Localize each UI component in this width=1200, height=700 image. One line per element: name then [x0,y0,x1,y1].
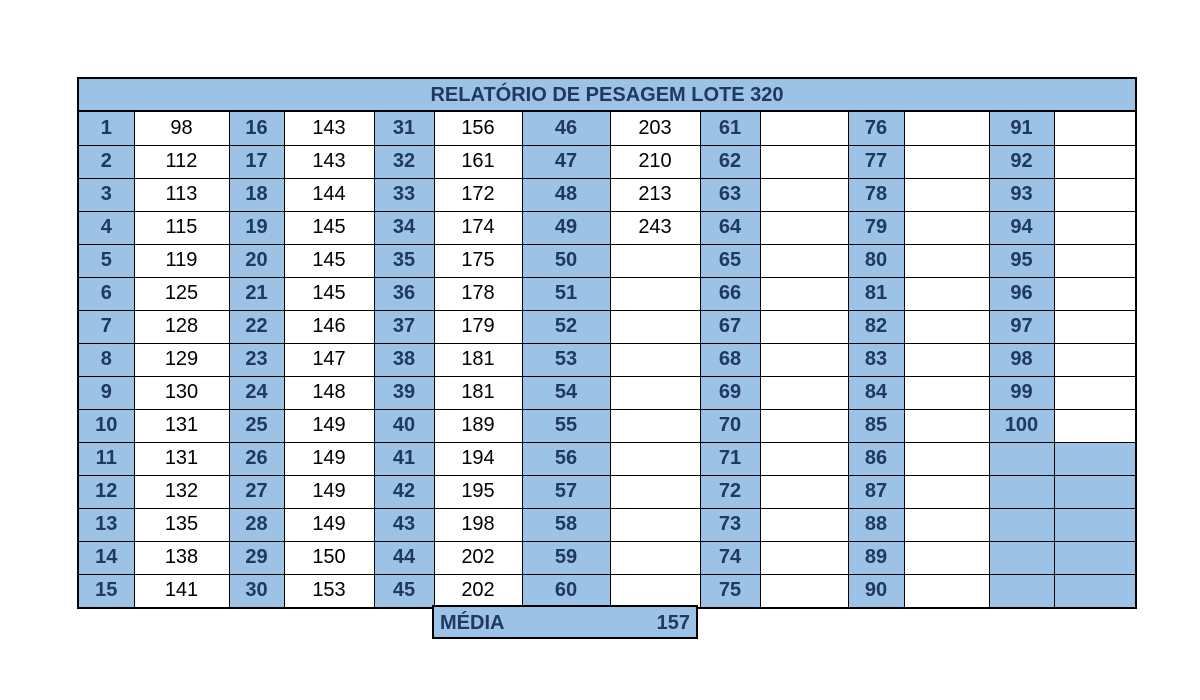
weight-value: 141 [134,574,229,607]
weight-value: 243 [610,211,700,244]
row-number: 28 [229,508,284,541]
row-number [989,442,1054,475]
row-number: 77 [848,145,904,178]
weight-value [904,310,989,343]
row-number: 8 [79,343,134,376]
row-number: 13 [79,508,134,541]
table-row [79,211,1135,244]
row-number: 75 [700,574,760,607]
weight-value: 145 [284,211,374,244]
table-row [79,376,1135,409]
weight-value: 202 [434,574,522,607]
weight-value: 149 [284,508,374,541]
weight-value: 129 [134,343,229,376]
weight-value [610,541,700,574]
row-number: 70 [700,409,760,442]
weight-value [610,574,700,607]
row-number: 93 [989,178,1054,211]
row-number: 17 [229,145,284,178]
table-row [79,277,1135,310]
weight-value: 194 [434,442,522,475]
row-number: 15 [79,574,134,607]
row-number: 12 [79,475,134,508]
average-box [432,605,698,639]
weight-value [904,409,989,442]
table-row [79,178,1135,211]
row-number: 4 [79,211,134,244]
weight-value: 131 [134,442,229,475]
weight-value: 161 [434,145,522,178]
row-number: 59 [522,541,610,574]
weight-value [610,277,700,310]
weight-value [1054,508,1135,541]
row-number: 91 [989,112,1054,145]
weight-value [610,376,700,409]
row-number: 29 [229,541,284,574]
table-row [79,244,1135,277]
row-number: 82 [848,310,904,343]
row-number: 92 [989,145,1054,178]
weight-value [1054,244,1135,277]
row-number: 53 [522,343,610,376]
row-number: 6 [79,277,134,310]
weight-value [610,343,700,376]
row-number: 66 [700,277,760,310]
weight-value [904,508,989,541]
weight-value: 149 [284,475,374,508]
weight-value [904,178,989,211]
row-number: 67 [700,310,760,343]
table-row [79,442,1135,475]
weight-value [760,442,848,475]
weight-value [1054,475,1135,508]
row-number: 98 [989,343,1054,376]
row-number: 56 [522,442,610,475]
row-number: 37 [374,310,434,343]
row-number: 64 [700,211,760,244]
weight-value: 179 [434,310,522,343]
table-row [79,508,1135,541]
row-number [989,508,1054,541]
row-number: 69 [700,376,760,409]
weight-value: 131 [134,409,229,442]
weight-value [1054,310,1135,343]
row-number: 48 [522,178,610,211]
weight-value [904,112,989,145]
row-number: 95 [989,244,1054,277]
table-row [79,475,1135,508]
row-number: 100 [989,409,1054,442]
row-number: 68 [700,343,760,376]
row-number: 30 [229,574,284,607]
row-number: 10 [79,409,134,442]
weight-value [610,442,700,475]
weight-value: 144 [284,178,374,211]
row-number: 54 [522,376,610,409]
table-row [79,310,1135,343]
weight-value [1054,178,1135,211]
report-title: RELATÓRIO DE PESAGEM LOTE 320 [79,79,1135,112]
row-number: 83 [848,343,904,376]
weight-value: 146 [284,310,374,343]
row-number: 45 [374,574,434,607]
row-number [989,541,1054,574]
weight-value [760,211,848,244]
weight-value [760,409,848,442]
weighing-report [77,77,1137,609]
weight-value: 130 [134,376,229,409]
row-number: 81 [848,277,904,310]
row-number: 61 [700,112,760,145]
row-number: 87 [848,475,904,508]
row-number [989,475,1054,508]
row-number: 85 [848,409,904,442]
weight-value [1054,277,1135,310]
weight-value [1054,211,1135,244]
row-number: 33 [374,178,434,211]
table-row [79,112,1135,145]
weight-value: 213 [610,178,700,211]
weight-value: 128 [134,310,229,343]
row-number: 73 [700,508,760,541]
row-number: 5 [79,244,134,277]
weight-value: 115 [134,211,229,244]
row-number: 21 [229,277,284,310]
row-number: 35 [374,244,434,277]
row-number: 1 [79,112,134,145]
weight-value [760,244,848,277]
table-row [79,409,1135,442]
row-number: 96 [989,277,1054,310]
weight-value [904,376,989,409]
row-number: 40 [374,409,434,442]
weight-value [760,145,848,178]
weight-value: 149 [284,409,374,442]
weight-value: 98 [134,112,229,145]
row-number: 72 [700,475,760,508]
row-number: 57 [522,475,610,508]
row-number: 97 [989,310,1054,343]
row-number: 24 [229,376,284,409]
row-number: 71 [700,442,760,475]
row-number: 19 [229,211,284,244]
weight-value [1054,343,1135,376]
weight-value: 202 [434,541,522,574]
row-number: 94 [989,211,1054,244]
weight-value: 172 [434,178,522,211]
weight-value: 175 [434,244,522,277]
weight-value: 198 [434,508,522,541]
weight-value [1054,574,1135,607]
row-number: 27 [229,475,284,508]
row-number: 79 [848,211,904,244]
row-number: 23 [229,343,284,376]
row-number: 46 [522,112,610,145]
table-row [79,145,1135,178]
weight-value [760,541,848,574]
weight-value [904,244,989,277]
weight-value: 156 [434,112,522,145]
weight-value: 210 [610,145,700,178]
row-number: 78 [848,178,904,211]
row-number: 16 [229,112,284,145]
row-number: 62 [700,145,760,178]
row-number: 52 [522,310,610,343]
weight-value: 181 [434,376,522,409]
weight-value [760,310,848,343]
row-number: 63 [700,178,760,211]
weight-value [904,574,989,607]
row-number: 86 [848,442,904,475]
weight-value: 174 [434,211,522,244]
weight-value: 178 [434,277,522,310]
weight-value: 112 [134,145,229,178]
row-number: 41 [374,442,434,475]
row-number: 22 [229,310,284,343]
table-row [79,574,1135,607]
weight-value [1054,112,1135,145]
row-number: 36 [374,277,434,310]
weight-value [1054,409,1135,442]
weight-value: 135 [134,508,229,541]
row-number: 38 [374,343,434,376]
weight-value: 181 [434,343,522,376]
row-number: 84 [848,376,904,409]
row-number: 3 [79,178,134,211]
weight-value [760,508,848,541]
weight-value [904,277,989,310]
weight-value: 150 [284,541,374,574]
row-number: 25 [229,409,284,442]
row-number: 80 [848,244,904,277]
average-value: 157 [656,612,690,634]
row-number: 43 [374,508,434,541]
weight-value: 145 [284,244,374,277]
weight-value [760,343,848,376]
row-number: 26 [229,442,284,475]
weight-value: 113 [134,178,229,211]
row-number: 90 [848,574,904,607]
weight-value: 143 [284,145,374,178]
row-number: 7 [79,310,134,343]
row-number: 18 [229,178,284,211]
weight-value [610,310,700,343]
row-number: 51 [522,277,610,310]
weight-value: 203 [610,112,700,145]
row-number: 44 [374,541,434,574]
weight-value: 189 [434,409,522,442]
row-number: 39 [374,376,434,409]
weight-value: 195 [434,475,522,508]
weight-value: 125 [134,277,229,310]
row-number: 31 [374,112,434,145]
weight-value: 149 [284,442,374,475]
weight-value [610,475,700,508]
weight-value [760,112,848,145]
row-number: 2 [79,145,134,178]
row-number: 14 [79,541,134,574]
weight-value [904,475,989,508]
row-number: 74 [700,541,760,574]
weight-value [904,145,989,178]
weight-value: 119 [134,244,229,277]
table-row [79,343,1135,376]
row-number: 47 [522,145,610,178]
row-number: 76 [848,112,904,145]
weight-value [760,277,848,310]
row-number: 11 [79,442,134,475]
weight-value: 145 [284,277,374,310]
weight-value: 132 [134,475,229,508]
weight-value [1054,145,1135,178]
weight-value [1054,541,1135,574]
weight-value [904,442,989,475]
row-number: 89 [848,541,904,574]
row-number: 60 [522,574,610,607]
weight-value [610,244,700,277]
weight-value [760,376,848,409]
weight-value [904,211,989,244]
average-label: MÉDIA [440,612,505,634]
weight-value [610,409,700,442]
weight-value: 153 [284,574,374,607]
row-number: 32 [374,145,434,178]
weight-value: 147 [284,343,374,376]
row-number [989,574,1054,607]
weight-value [760,475,848,508]
row-number: 58 [522,508,610,541]
row-number: 99 [989,376,1054,409]
row-number: 50 [522,244,610,277]
row-number: 55 [522,409,610,442]
weight-value [760,178,848,211]
row-number: 65 [700,244,760,277]
weight-value [1054,376,1135,409]
weight-value: 148 [284,376,374,409]
weight-value [904,541,989,574]
weight-value [610,508,700,541]
table-row [79,541,1135,574]
row-number: 88 [848,508,904,541]
weight-value [1054,442,1135,475]
row-number: 42 [374,475,434,508]
weight-value [760,574,848,607]
weights-table [79,112,1135,607]
row-number: 9 [79,376,134,409]
weight-value [904,343,989,376]
weight-value: 143 [284,112,374,145]
row-number: 34 [374,211,434,244]
row-number: 49 [522,211,610,244]
row-number: 20 [229,244,284,277]
weight-value: 138 [134,541,229,574]
